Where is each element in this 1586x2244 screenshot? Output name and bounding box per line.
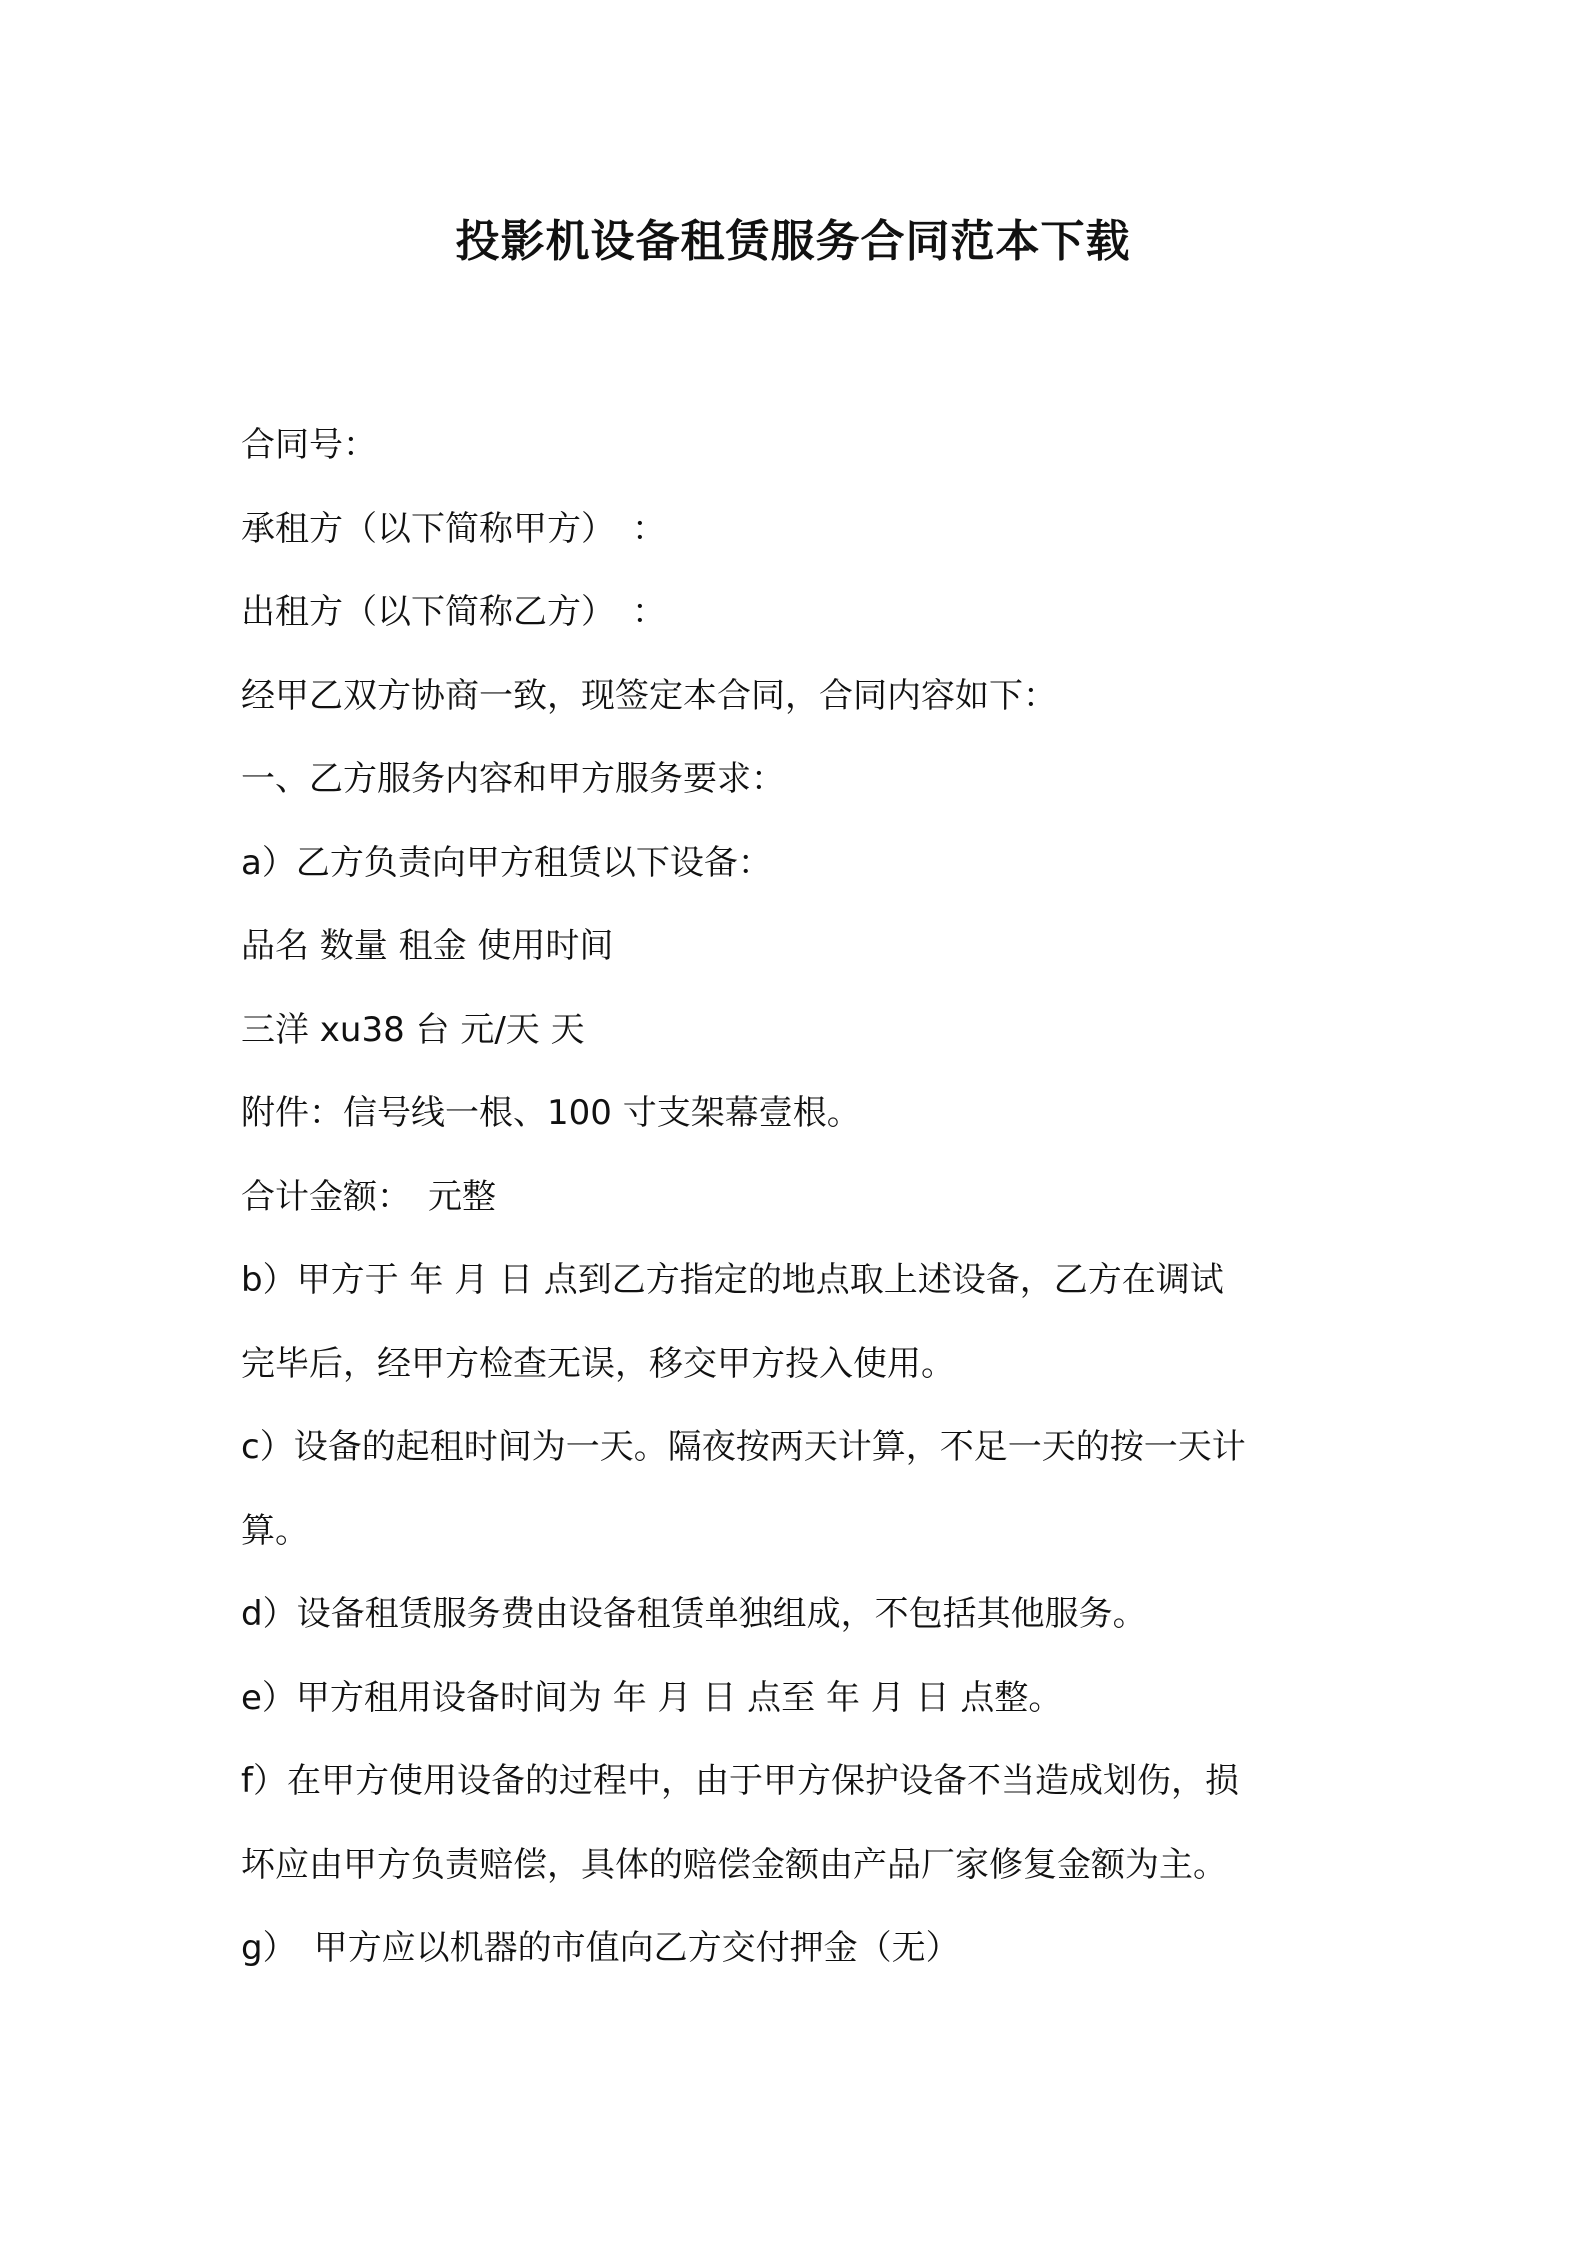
- equipment-table-header: 品名 数量 租金 使用时间: [241, 926, 614, 966]
- clause-b-line-1: b）甲方于 年 月 日 点到乙方指定的地点取上述设备，乙方在调试: [241, 1260, 1224, 1300]
- total-amount-line: 合计金额： 元整: [241, 1176, 496, 1217]
- document-title: 投影机设备租赁服务合同范本下载: [455, 216, 1131, 267]
- section-heading-one: 一、乙方服务内容和甲方服务要求：: [241, 759, 785, 799]
- clause-c-line-1: c）设备的起租时间为一天。隔夜按两天计算，不足一天的按一天计: [241, 1427, 1246, 1467]
- accessories-line: 附件：信号线一根、100 寸支架幕壹根。: [241, 1093, 861, 1133]
- clause-f-line-1: f）在甲方使用设备的过程中，由于甲方保护设备不当造成划伤，损: [241, 1761, 1239, 1801]
- contract-number-line: 合同号：: [241, 425, 377, 465]
- clause-a: a）乙方负责向甲方租赁以下设备：: [241, 842, 772, 883]
- clause-c-line-2: 算。: [241, 1510, 309, 1551]
- lessor-line: 出租方（以下简称乙方） ：: [241, 592, 666, 632]
- clause-f-line-2: 坏应由甲方负责赔偿，具体的赔偿金额由产品厂家修复金额为主。: [241, 1844, 1227, 1885]
- clause-d: d）设备租赁服务费由设备租赁单独组成，不包括其他服务。: [241, 1594, 1147, 1634]
- document-body: [241, 404, 1361, 1991]
- clause-e: e）甲方租用设备时间为 年 月 日 点至 年 月 日 点整。: [241, 1677, 1063, 1718]
- lessee-line: 承租方（以下简称甲方） ：: [241, 508, 666, 549]
- agreement-intro-line: 经甲乙双方协商一致，现签定本合同，合同内容如下：: [241, 675, 1057, 716]
- clause-b-line-2: 完毕后，经甲方检查无误，移交甲方投入使用。: [241, 1343, 955, 1384]
- equipment-table-row: 三洋 xu38 台 元/天 天: [241, 1009, 585, 1050]
- clause-g: g） 甲方应以机器的市值向乙方交付押金（无）: [241, 1928, 960, 1968]
